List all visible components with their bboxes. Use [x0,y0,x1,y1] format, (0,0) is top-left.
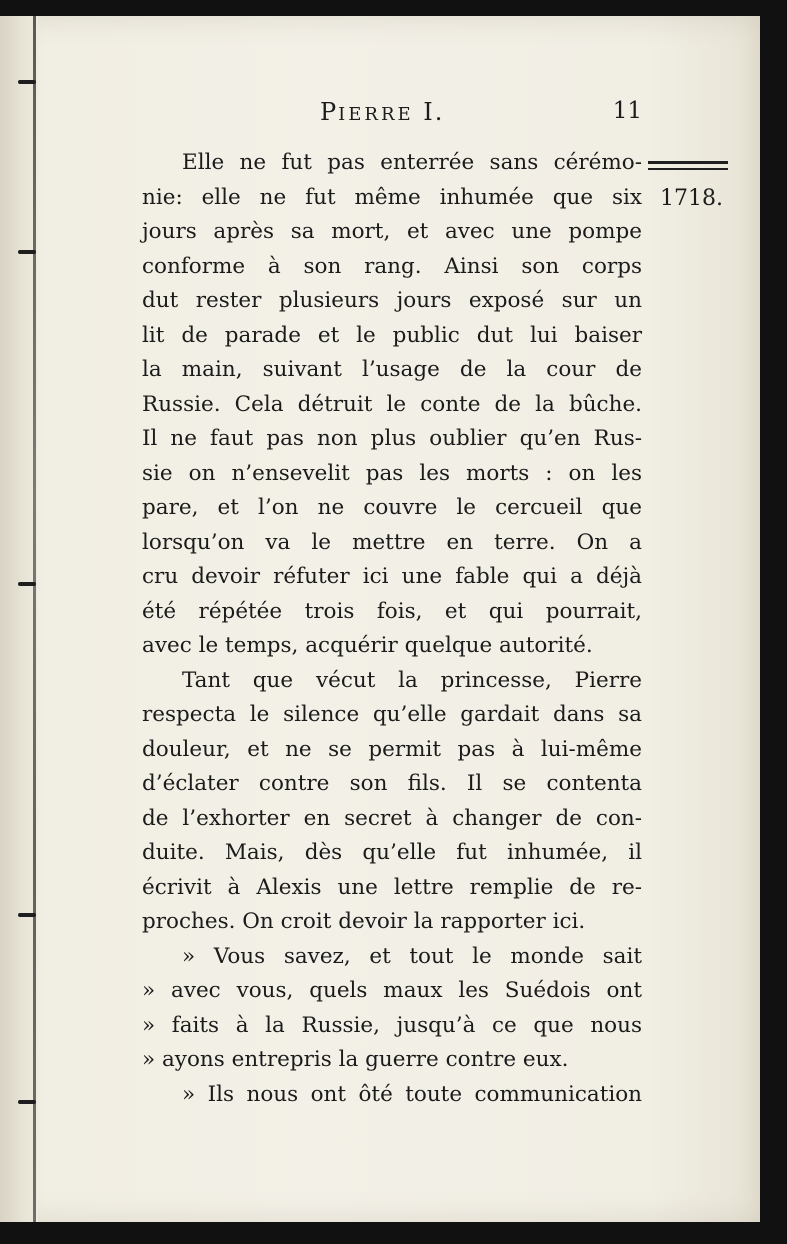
text-line: cru devoir réfuter ici une fable qui a déjà [142,564,642,589]
text-line: pare, et l’on ne couvre le cercueil que [142,495,642,520]
binding-stitch [18,582,36,586]
body-text [142,146,642,1112]
page-number: 11 [612,98,642,124]
margin-rule-thin [648,168,728,170]
margin-date-note: 1718. [660,186,723,211]
text-line: Elle ne fut pas enterrée sans cérémo- [182,150,642,175]
text-line: proches. On croit devoir la rapporter ici. [142,909,586,934]
text-line: été répétée trois fois, et qui pourrait, [142,598,642,624]
text-line: » ayons entrepris la guerre contre eux. [142,1047,569,1072]
text-line: la main, suivant l’usage de la cour de [142,357,642,382]
text-line: écrivit à Alexis une lettre remplie de re- [142,874,642,900]
text-line: douleur, et ne se permit pas à lui-même [142,736,642,762]
text-line: » avec vous, quels maux les Suédois ont [142,978,642,1003]
running-head-initial: P [320,98,339,126]
running-head [320,98,444,126]
text-line: sie on n’ensevelit pas les morts : on les [142,460,642,486]
text-line: avec le temps, acquérir quelque autorité. [142,633,593,658]
text-line: nie: elle ne fut même inhumée que six [142,184,642,210]
text-line: Russie. Cela détruit le conte de la bûche. [142,391,642,417]
text-line: jours après sa mort, et avec une pompe [142,219,642,244]
text-line: dut rester plusieurs jours exposé sur un [142,288,642,313]
text-line: Il ne faut pas non plus oublier qu’en Rus- [142,426,642,451]
text-line: d’éclater contre son fils. Il se contenta [142,771,642,796]
running-head-number: I. [423,98,445,126]
binding-stitch [18,1100,36,1104]
binding-stitch [18,80,36,84]
margin-rule-thick [648,161,728,164]
text-line: » Ils nous ont ôté toute communication [182,1081,642,1107]
running-head-rest: IERRE [338,104,414,125]
text-line: conforme à son rang. Ainsi son corps [142,253,642,279]
page-header [142,98,642,132]
text-line: lorsqu’on va le mettre en terre. On a [142,529,642,555]
text-line: duite. Mais, dès qu’elle fut inhumée, il [142,840,642,865]
binding-edge [33,16,36,1222]
text-line: lit de parade et le public dut lui baiser [142,322,642,348]
text-line: respecta le silence qu’elle gardait dans sa [142,702,642,727]
binding-stitch [18,250,36,254]
text-line: Tant que vécut la princesse, Pierre [182,667,642,693]
text-line: de l’exhorter en secret à changer de con- [142,805,642,831]
text-line: » faits à la Russie, jusqu’à ce que nous [142,1012,642,1038]
binding-stitch [18,913,36,917]
text-line: » Vous savez, et tout le monde sait [182,943,642,969]
